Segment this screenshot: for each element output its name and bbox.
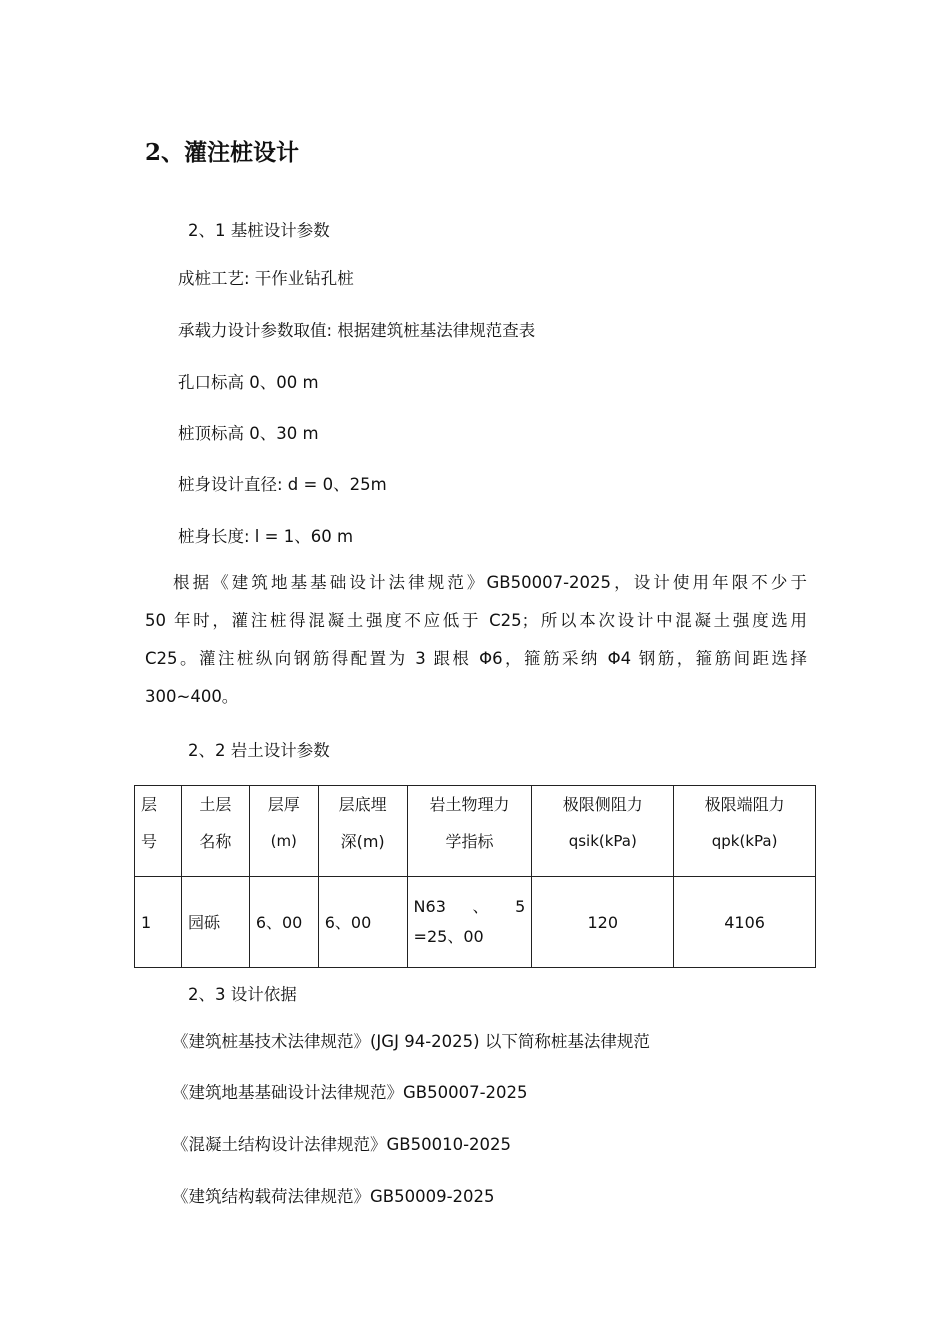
cell-soil-name: 园砾	[181, 877, 249, 968]
section-3-title: 2、3 设计依据	[188, 985, 297, 1004]
cell-depth: 6、00	[318, 877, 407, 968]
param-line-process: 成桩工艺: 干作业钻孔桩	[178, 269, 354, 288]
header-cell-layer-no: 层 号	[135, 786, 182, 877]
table-header-row	[135, 786, 816, 877]
header-cell-thickness: 层厚 (m)	[249, 786, 318, 877]
paragraph-line: 根据《建筑地基基础设计法律规范》GB50007-2025，设计使用年限不少于	[173, 573, 807, 592]
param-line-capacity: 承载力设计参数取值: 根据建筑桩基法律规范查表	[178, 321, 536, 340]
param-line-diameter: 桩身设计直径: d = 0、25m	[178, 475, 387, 494]
reference-item: 《建筑结构载荷法律规范》GB50009-2025	[172, 1187, 495, 1206]
paragraph-line: 300~400。	[145, 687, 239, 706]
section-2-title: 2、2 岩土设计参数	[188, 741, 330, 760]
cell-layer-no: 1	[135, 877, 182, 968]
param-line-hole-elevation: 孔口标高 0、00 m	[178, 373, 319, 392]
reference-item: 《建筑桩基技术法律规范》(JGJ 94-2025) 以下简称桩基法律规范	[172, 1032, 650, 1051]
cell-thickness: 6、00	[249, 877, 318, 968]
header-cell-qsik: 极限侧阻力 qsik(kPa)	[532, 786, 674, 877]
cell-index-line-1: N63 、 5	[413, 897, 526, 916]
page-heading: 2、灌注桩设计	[145, 139, 300, 166]
reference-item: 《混凝土结构设计法律规范》GB50010-2025	[172, 1135, 512, 1154]
cell-qsik: 120	[532, 877, 674, 968]
cell-index	[407, 877, 532, 968]
header-cell-soil-name: 土层 名称	[181, 786, 249, 877]
design-paragraph	[145, 564, 807, 716]
header-cell-qpk: 极限端阻力 qpk(kPa)	[674, 786, 816, 877]
param-line-length: 桩身长度: l = 1、60 m	[178, 527, 354, 546]
header-cell-index: 岩土物理力 学指标	[407, 786, 532, 877]
soil-parameter-table	[134, 785, 816, 968]
paragraph-line: 50 年时，灌注桩得混凝土强度不应低于 C25；所以本次设计中混凝土强度选用	[145, 611, 807, 630]
cell-qpk: 4106	[674, 877, 816, 968]
reference-item: 《建筑地基基础设计法律规范》GB50007-2025	[172, 1083, 528, 1102]
param-line-top-elevation: 桩顶标高 0、30 m	[178, 424, 319, 443]
cell-index-line-2: =25、00	[413, 927, 484, 946]
table-row	[135, 877, 816, 968]
section-1-title: 2、1 基桩设计参数	[188, 221, 330, 240]
header-cell-depth: 层底埋 深(m)	[318, 786, 407, 877]
paragraph-line: C25。灌注桩纵向钢筋得配置为 3 跟根 Φ6，箍筋采纳 Φ4 钢筋，箍筋间距选择	[145, 649, 807, 668]
